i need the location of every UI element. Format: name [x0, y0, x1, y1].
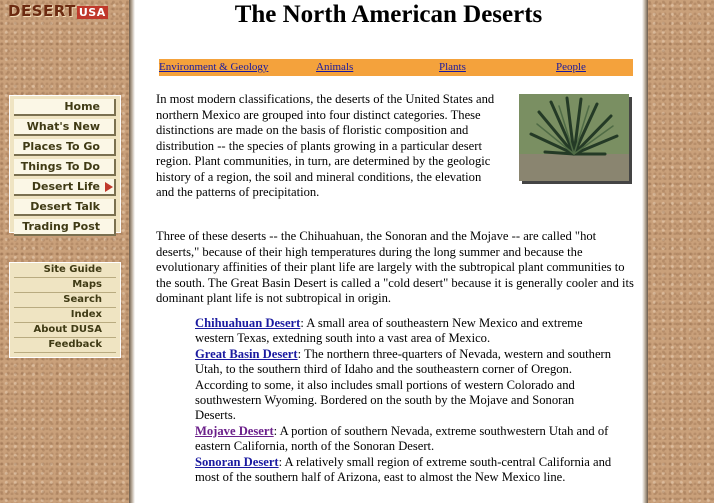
- link-great-basin-desert[interactable]: Great Basin Desert: [195, 346, 298, 361]
- nav-feedback[interactable]: Feedback: [14, 338, 116, 353]
- right-decorative-strip: [648, 0, 714, 503]
- tab-people[interactable]: People: [556, 61, 586, 73]
- desert-description: : A portion of southern Nevada, extreme southwestern Utah and of eastern California, north of the Sonoran Desert.: [195, 423, 609, 454]
- nav-desert-life-label: Desert Life: [31, 180, 100, 193]
- nav-search[interactable]: Search: [14, 293, 116, 308]
- agave-plant-image: [519, 94, 629, 181]
- nav-desert-talk[interactable]: Desert Talk: [14, 199, 116, 216]
- logo-text-usa: USA: [78, 6, 106, 19]
- desert-description: : A small area of southeastern New Mexico and extreme western Texas, extedning south into a vast area of Mexico.: [195, 316, 583, 346]
- nav-home[interactable]: Home: [14, 99, 116, 116]
- nav-desert-life[interactable]: [14, 179, 116, 196]
- nav-whats-new[interactable]: What's New: [14, 119, 116, 136]
- nav-places-to-go[interactable]: Places To Go: [14, 139, 116, 156]
- desert-description: : A relatively small region of extreme south-central California and most of the southern half of Arizona, east to almost the New Mexico line.: [195, 454, 612, 485]
- desertusa-logo[interactable]: [8, 2, 124, 20]
- nav-site-guide[interactable]: Site Guide: [14, 263, 116, 278]
- tab-plants[interactable]: Plants: [439, 61, 466, 73]
- main-content: [135, 0, 642, 503]
- nav-maps[interactable]: Maps: [14, 278, 116, 293]
- nav-trading-post[interactable]: Trading Post: [14, 219, 116, 236]
- nav-things-to-do[interactable]: Things To Do: [14, 159, 116, 176]
- nav-about-dusa[interactable]: About DUSA: [14, 323, 116, 338]
- desert-description: : The northern three-quarters of Nevada, western and southern Utah, to the southern third of Idaho and the southeastern corner of Oregon. According to some, it also includes small portions of western Colorado and southwestern Wyoming. Bordered on the south by the Mojave and Sonoran Deserts.: [195, 346, 612, 423]
- list-item: [195, 316, 615, 347]
- link-chihuahuan-desert[interactable]: Chihuahuan Desert: [195, 316, 301, 330]
- desert-list: [195, 316, 615, 485]
- current-page-arrow-icon: [105, 182, 113, 192]
- tab-animals[interactable]: Animals: [316, 61, 354, 73]
- page-title: The North American Deserts: [234, 1, 543, 28]
- list-item: [195, 455, 615, 486]
- hot-cold-desert-paragraph: Three of these deserts -- the Chihuahuan, the Sonoran and the Mojave -- are called "hot deserts," because of their high temperatures during the long summer and because the evolutionary affinities of their plant life are largely with the subtropical plant communities to the south. The Great Basin Desert is called a "cold desert" because it is generally cooler and its dominant plant life is not subtropical in origin.: [156, 229, 634, 305]
- section-tab-bar: [159, 59, 633, 76]
- intro-paragraph: In most modern classifications, the deserts of the United States and northern Mexico are grouped into four distinct categories. These distinctions are made on the basis of floristic composition and distribution -- the species of plants growing in a particular desert region. Plant communities, in turn, are determined by the geologic history of a region, the soil and mineral conditions, the elevation and the patterns of precipitation.: [156, 92, 495, 199]
- logo-text-desert: DESERT: [8, 2, 76, 20]
- list-item: [195, 347, 615, 424]
- nav-index[interactable]: Index: [14, 308, 116, 323]
- left-sidebar: [0, 0, 129, 503]
- primary-nav: [9, 95, 121, 233]
- link-mojave-desert[interactable]: Mojave Desert: [195, 423, 274, 438]
- secondary-nav: [9, 262, 121, 358]
- link-sonoran-desert[interactable]: Sonoran Desert: [195, 454, 279, 469]
- list-item: [195, 424, 615, 455]
- tab-environment-geology[interactable]: Environment & Geology: [159, 61, 269, 73]
